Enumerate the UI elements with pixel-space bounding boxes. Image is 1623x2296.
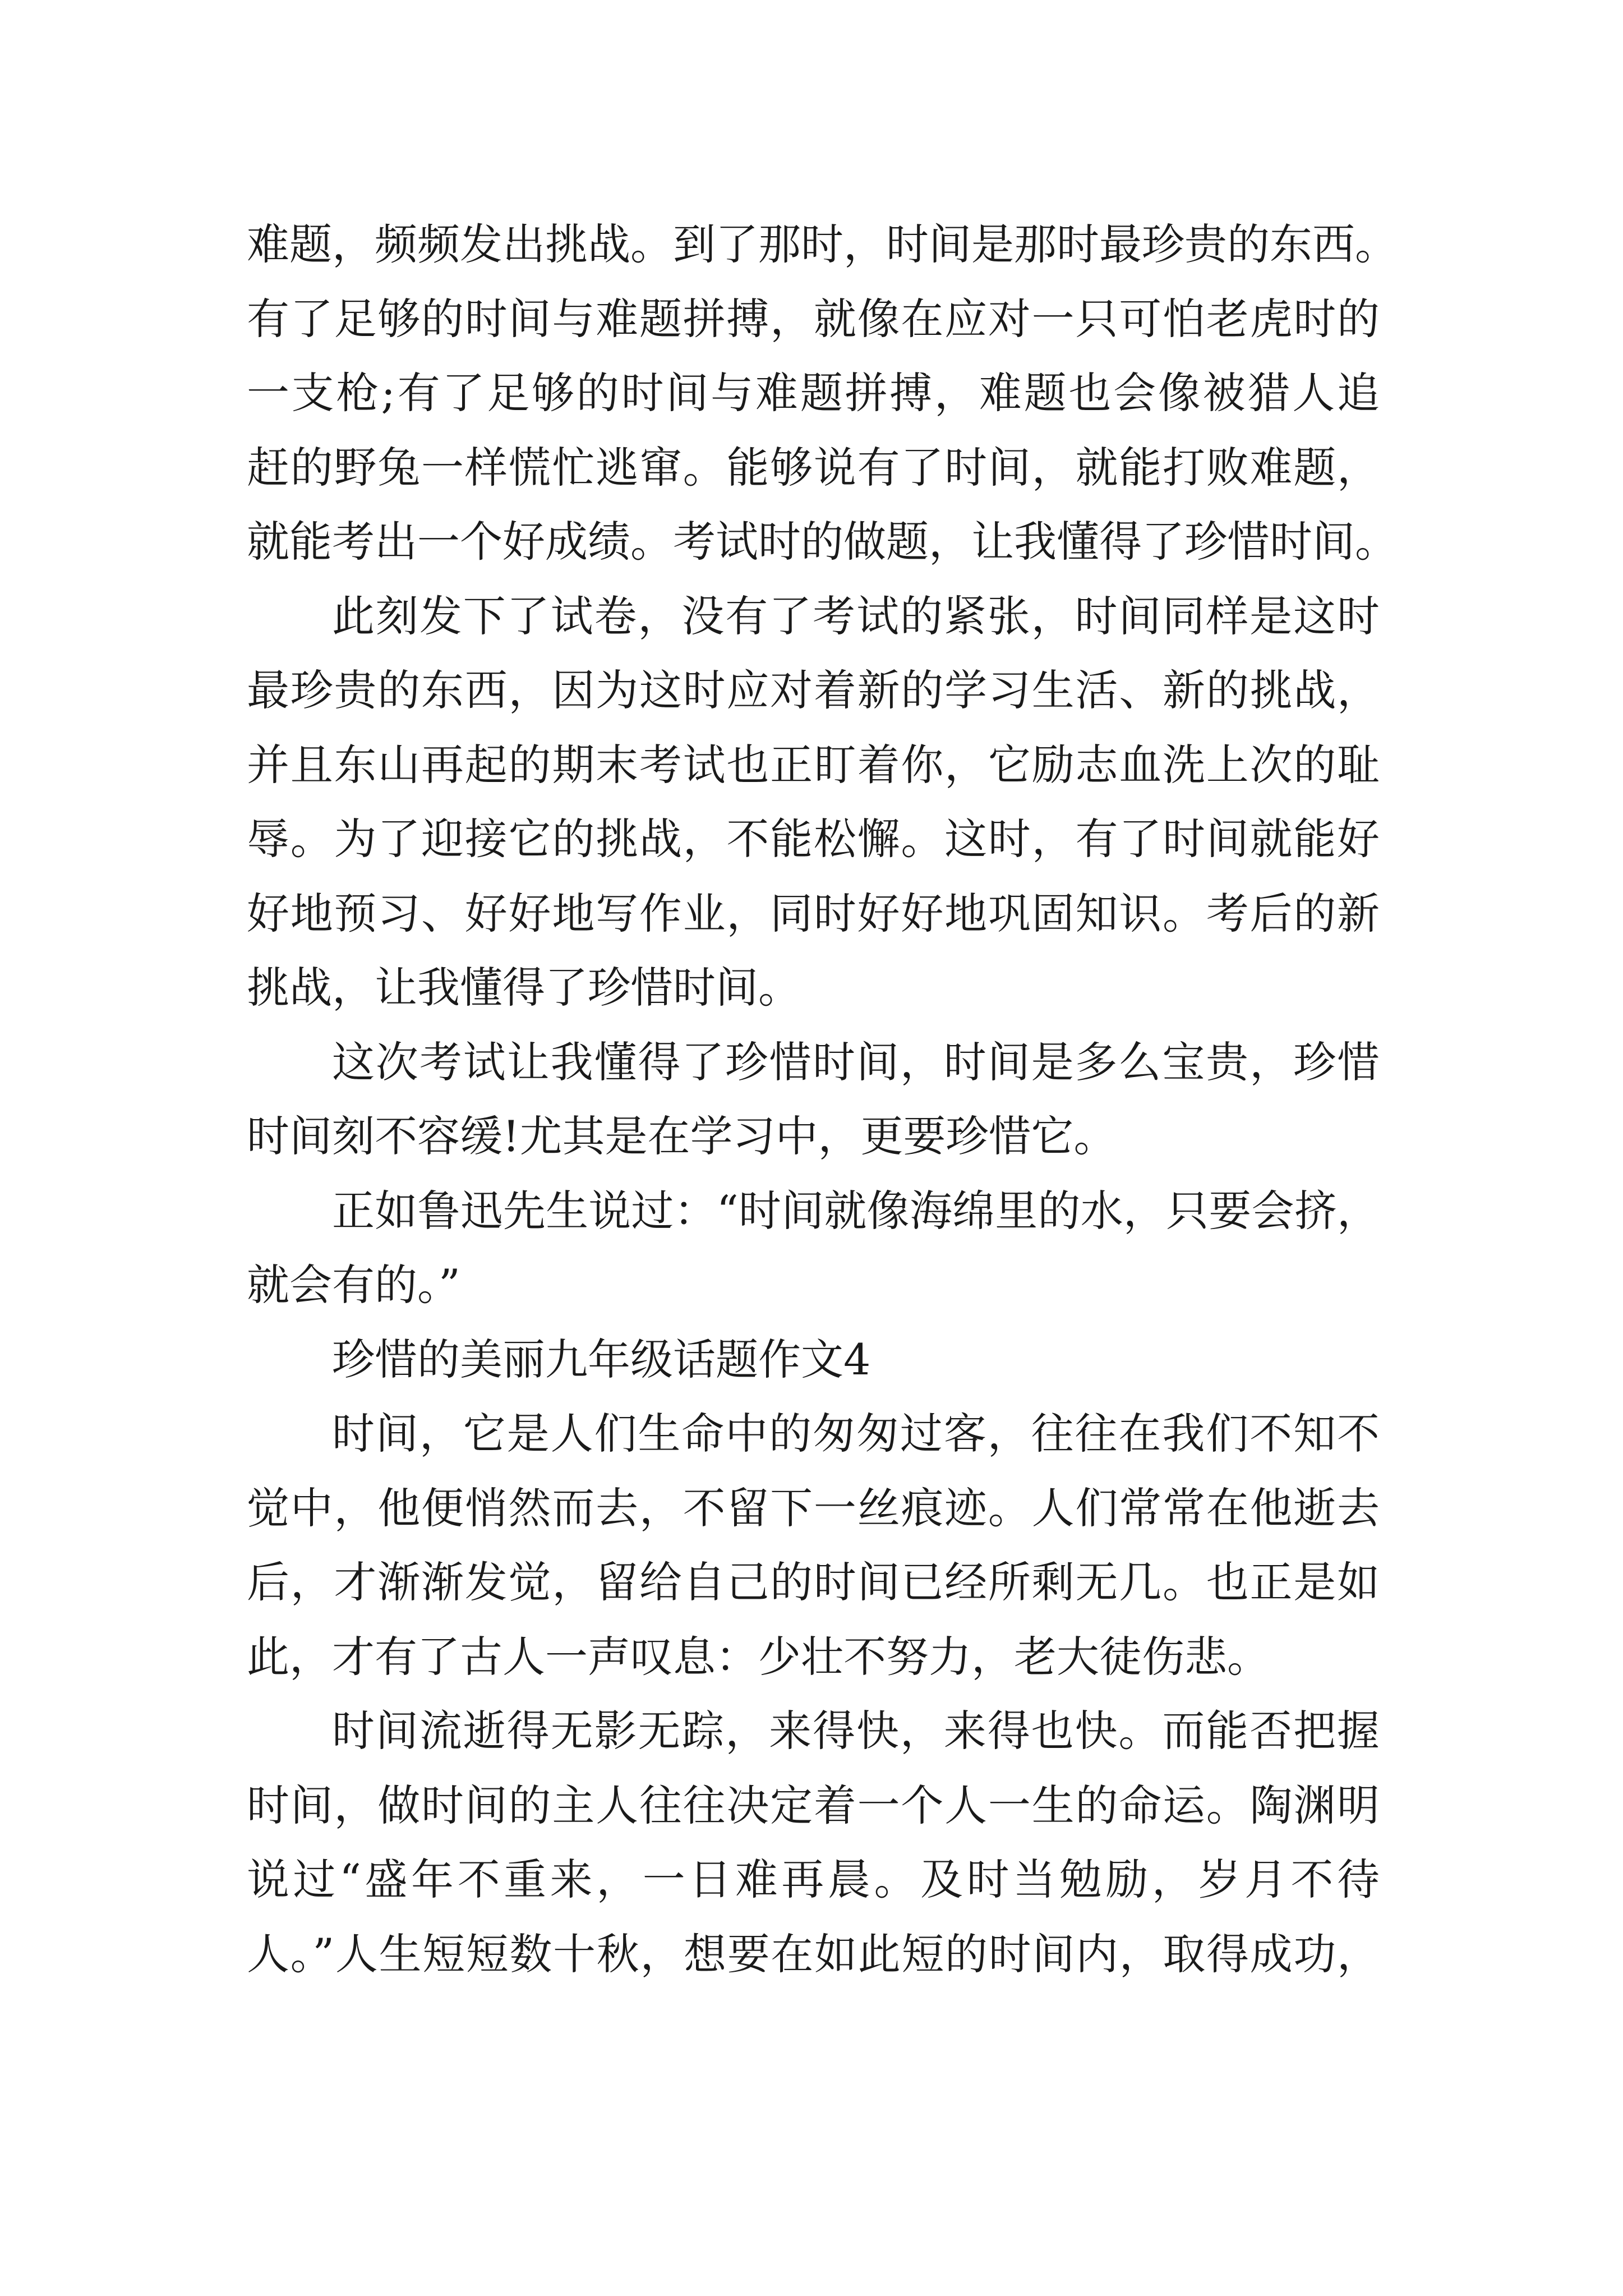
section-title	[247, 1323, 1380, 1397]
text-line: 时间流逝得无影无踪，来得快，来得也快。而能否把握	[332, 1706, 1380, 1756]
paragraph	[247, 579, 1380, 1025]
text-line: 辱。为了迎接它的挑战，不能松懈。这时，有了时间就能好	[247, 814, 1380, 864]
paragraph	[247, 1694, 1380, 1991]
text-line: 此，才有了古人一声叹息：少壮不努力，老大徒伤悲。	[247, 1631, 1270, 1682]
text-line: 人。”人生短短数十秋，想要在如此短的时间内，取得成功，	[247, 1929, 1380, 1979]
document-body	[247, 208, 1398, 1991]
text-line: 这次考试让我懂得了珍惜时间，时间是多么宝贵，珍惜	[332, 1037, 1380, 1087]
text-line: 好地预习、好好地写作业，同时好好地巩固知识。考后的新	[247, 888, 1380, 938]
paragraph	[247, 208, 1398, 579]
text-line: 就能考出一个好成绩。考试时的做题，让我懂得了珍惜时间。	[247, 517, 1398, 567]
text-line: 时间，它是人们生命中的匆匆过客，往往在我们不知不	[332, 1409, 1380, 1458]
text-line: 就会有的。”	[247, 1260, 460, 1310]
text-line: 时间刻不容缓!尤其是在学习中，更要珍惜它。	[247, 1111, 1117, 1161]
paragraph	[247, 1174, 1380, 1323]
text-line: 一支枪;有了足够的时间与难题拼搏，难题也会像被猎人追	[247, 368, 1380, 418]
text-line: 挑战，让我懂得了珍惜时间。	[247, 963, 801, 1013]
text-line: 赶的野兔一样慌忙逃窜。能够说有了时间，就能打败难题，	[247, 442, 1380, 493]
text-line: 最珍贵的东西，因为这时应对着新的学习生活、新的挑战，	[247, 665, 1380, 715]
text-line: 难题，频频发出挑战。到了那时，时间是那时最珍贵的东西。	[247, 219, 1398, 269]
paragraph	[247, 1025, 1380, 1174]
text-line: 说过“盛年不重来，一日难再晨。及时当勉励，岁月不待	[247, 1855, 1380, 1904]
text-line: 时间，做时间的主人往往决定着一个人一生的命运。陶渊明	[247, 1780, 1380, 1830]
section-title-text: 珍惜的美丽九年级话题作文4	[332, 1334, 871, 1384]
paragraph	[247, 1397, 1380, 1694]
text-line: 有了足够的时间与难题拼搏，就像在应对一只可怕老虎时的	[247, 293, 1380, 344]
text-line: 觉中，他便悄然而去，不留下一丝痕迹。人们常常在他逝去	[247, 1483, 1380, 1533]
text-line: 并且东山再起的期末考试也正盯着你，它励志血洗上次的耻	[247, 739, 1380, 790]
text-line: 后，才渐渐发觉，留给自己的时间已经所剩无几。也正是如	[247, 1557, 1380, 1607]
text-line: 正如鲁迅先生说过：“时间就像海绵里的水，只要会挤，	[332, 1185, 1380, 1236]
text-line: 此刻发下了试卷，没有了考试的紧张，时间同样是这时	[332, 591, 1380, 641]
